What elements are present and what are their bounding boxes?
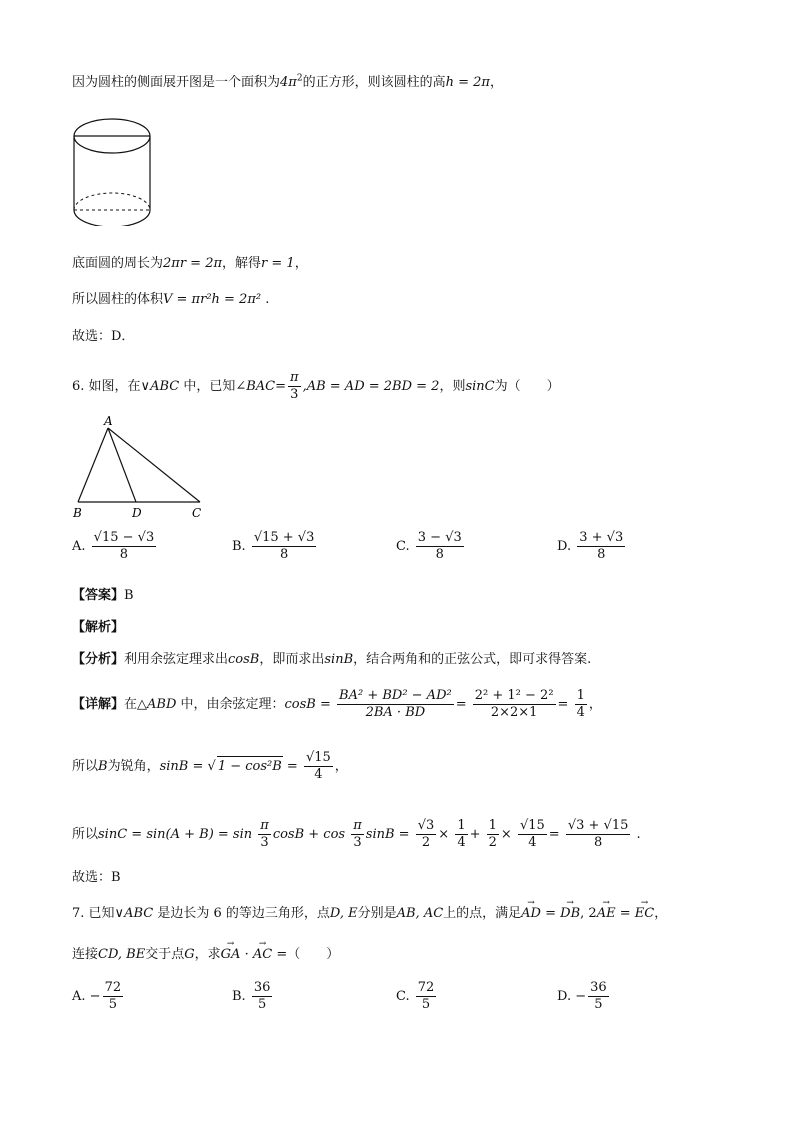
intro-line: 因为圆柱的侧面展开图是一个面积为$4\pi^2$的正方形，则该圆柱的高h = 2π， (72, 73, 503, 90)
label-D: D (132, 506, 142, 520)
q6-option-a[interactable]: A. $\frac{√15 - √3}{8}$ (72, 530, 155, 562)
q5-solution-line1: 底面圆的周长为2πr = 2π，解得r = 1， (72, 256, 308, 271)
q7-option-d[interactable]: D. − $\frac{36}{5}$ (557, 980, 607, 1012)
q6-option-d[interactable]: D. $\frac{3 + √3}{8}$ (557, 530, 624, 562)
q6-sinC: 所以sinC = sin(A + B) = sin $\frac{\pi}{3}$ cosB + cos $\frac{\pi}{3}$ sinB = $\frac{√3}{2}$ × $\frac{1}{4}$ + $\frac{1}{2}$ × $\frac{√15}{4}$ = $\frac{√3 + √15}{8}$ . (72, 818, 641, 850)
q6-choose: 故选：B (72, 870, 121, 885)
q6-answer: 【答案】B (72, 588, 134, 603)
q7-option-b[interactable]: B. $\frac{36}{5}$ (232, 980, 271, 1012)
cylinder-figure (70, 112, 156, 226)
math-circumference: 2πr = 2π (163, 256, 223, 271)
cylinder-bottom-back (74, 193, 150, 210)
q5-choose: 故选：D． (72, 329, 135, 344)
intro-text-2: 的正方形，则该圆柱的高 (302, 75, 446, 90)
q6-option-c[interactable]: C. $\frac{3 - √3}{8}$ (396, 530, 462, 562)
label-C: C (192, 506, 202, 520)
triangle-figure (70, 412, 210, 520)
label-A: A (104, 414, 113, 428)
math-area: 4π (280, 75, 297, 90)
q6-fenxi: 【分析】利用余弦定理求出cosB，即而求出sinB，结合两角和的正弦公式，即可求得答案. (72, 652, 592, 667)
q6-sinB: 所以B为锐角，sinB = √ 1 − cos²B = $\frac{√15}{4}$ ， (72, 750, 348, 782)
math-radius: r = 1 (261, 256, 295, 271)
q6-detail: 【详解】在△ABD 中，由余弦定理：cosB = $\frac{\text{BA² + BD² − AD²}}{2BA \cdot BD}$ = $\frac{\text{2² + 1² − 2²}}{2\times 2\times 1}$ = $\frac{1}{4}$ ， (72, 688, 602, 720)
q5-solution-line2: 所以圆柱的体积V = πr²h = 2π² . (72, 292, 270, 307)
label-B: B (73, 506, 82, 520)
fraction-pi-over-3: $\frac{\pi}{3}$ (290, 370, 299, 402)
edge-ab (78, 428, 108, 502)
q7-option-c[interactable]: C. $\frac{72}{5}$ (396, 980, 435, 1012)
q6-option-b[interactable]: B. $\frac{√15 + √3}{8}$ (232, 530, 315, 562)
math-volume: V = πr²h = 2π² (163, 292, 262, 307)
cylinder-bottom-front (74, 210, 150, 226)
q7-stem-line2: 连接CD, BE交于点G，求→ GA · → AC =（ ） (72, 945, 339, 965)
intro-text: 因为圆柱的侧面展开图是一个面积为 (72, 75, 281, 90)
q6-analysis-tag: 【解析】 (72, 620, 125, 635)
q6-stem: 6. 如图，在∨ABC 中，已知∠BAC= $\frac{\pi}{3}$ ,AB = AD = 2BD = 2，则sinC为（ ） (72, 370, 560, 402)
q7-option-a[interactable]: A. − $\frac{72}{5}$ (72, 980, 122, 1012)
math-height: h = 2π (445, 75, 490, 90)
q7-stem-line1: 7. 已知∨ABC 是边长为 6 的等边三角形，点D, E分别是AB, AC上的点，满足→ AD = → DB, 2→ AE = → EC， (72, 904, 667, 924)
